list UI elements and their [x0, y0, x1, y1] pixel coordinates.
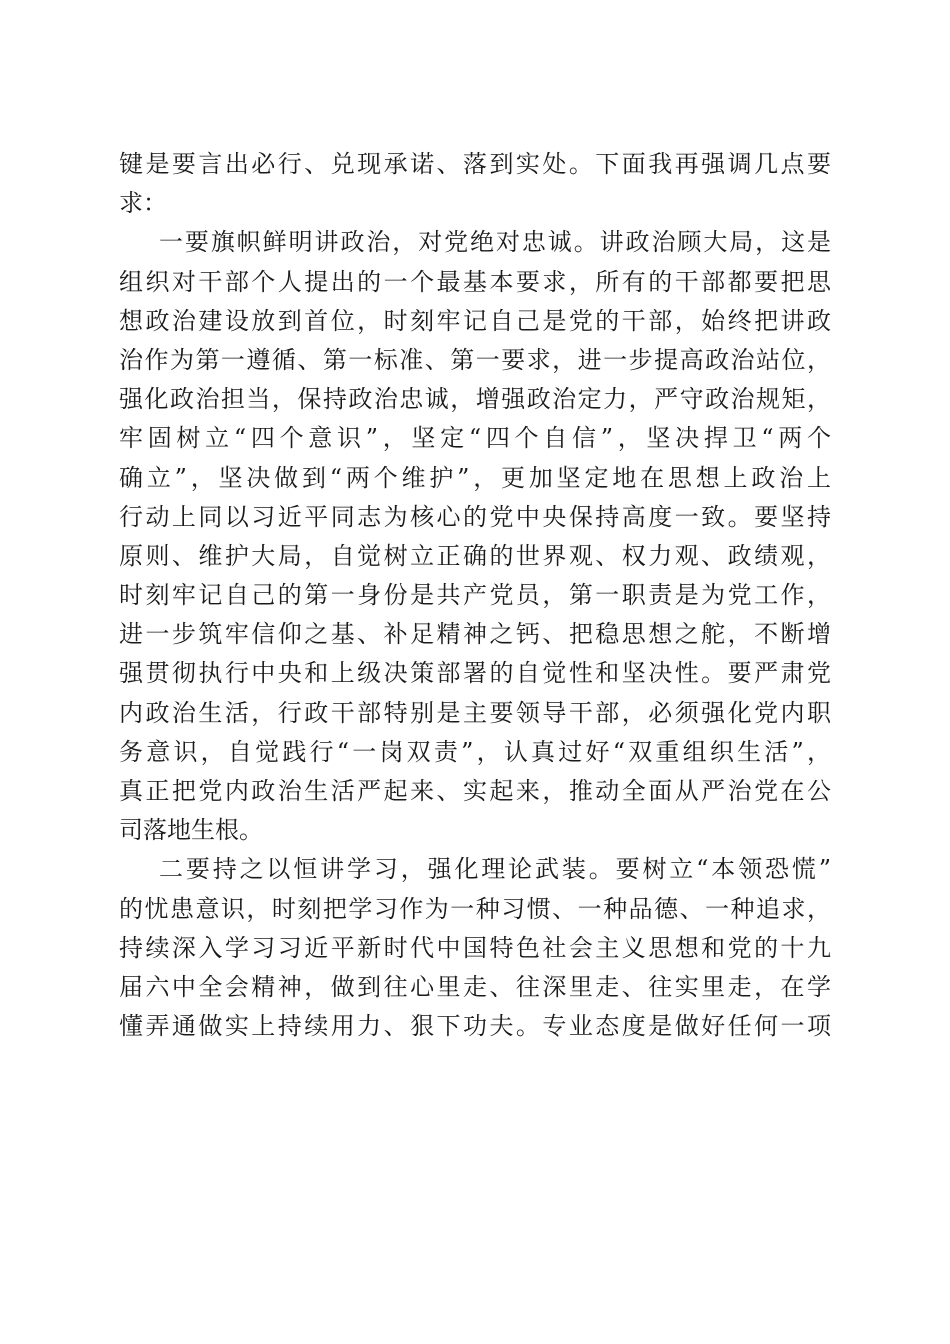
text-line: 真正把党内政治生活严起来、实起来，推动全面从严治党在公: [119, 777, 831, 805]
text-line: 届六中全会精神，做到往心里走、往深里走、往实里走，在学: [119, 972, 831, 1001]
text-line: 内政治生活，行政干部特别是主要领导干部，必须强化党内职: [119, 698, 831, 727]
text-line: 组织对干部个人提出的一个最基本要求，所有的干部都要把思: [119, 267, 831, 296]
text-line: 键是要言出必行、兑现承诺、落到实处。下面我再强调几点要: [119, 150, 831, 178]
text-line: 行动上同以习近平同志为核心的党中央保持高度一致。要坚持: [119, 502, 831, 531]
text-line: 时刻牢记自己的第一身份是共产党员，第一职责是为党工作，: [119, 581, 831, 610]
text-line: 牢固树立“四个意识”，坚定“四个自信”，坚决捍卫“两个: [119, 424, 831, 453]
text-line: 强化政治担当，保持政治忠诚，增强政治定力，严守政治规矩，: [119, 385, 831, 414]
text-line: 的忧患意识，时刻把学习作为一种习惯、一种品德、一种追求，: [119, 894, 831, 923]
paragraph-1-start: 一要旗帜鲜明讲政治，对党绝对忠诚。讲政治顾大局，这是: [159, 228, 831, 257]
text-line: 懂弄通做实上持续用力、狠下功夫。专业态度是做好任何一项: [119, 1012, 831, 1041]
text-line: 司落地生根。: [119, 816, 263, 845]
paragraph-2-start: 二要持之以恒讲学习，强化理论武装。要树立“本领恐慌”: [159, 855, 831, 884]
text-line: 强贯彻执行中央和上级决策部署的自觉性和坚决性。要严肃党: [119, 659, 831, 688]
text-line: 务意识，自觉践行“一岗双责”，认真过好“双重组织生活”，: [119, 737, 831, 766]
text-line: 想政治建设放到首位，时刻牢记自己是党的干部，始终把讲政: [119, 306, 831, 335]
body-text: [119, 145, 831, 1046]
text-line: 确立”，坚决做到“两个维护”，更加坚定地在思想上政治上: [119, 463, 831, 492]
text-line: 求：: [119, 189, 167, 218]
text-line: 治作为第一遵循、第一标准、第一要求，进一步提高政治站位，: [119, 345, 831, 374]
text-line: 进一步筑牢信仰之基、补足精神之钙、把稳思想之舵，不断增: [119, 620, 831, 649]
text-line: 原则、维护大局，自觉树立正确的世界观、权力观、政绩观，: [119, 541, 831, 570]
text-line: 持续深入学习习近平新时代中国特色社会主义思想和党的十九: [119, 933, 831, 962]
